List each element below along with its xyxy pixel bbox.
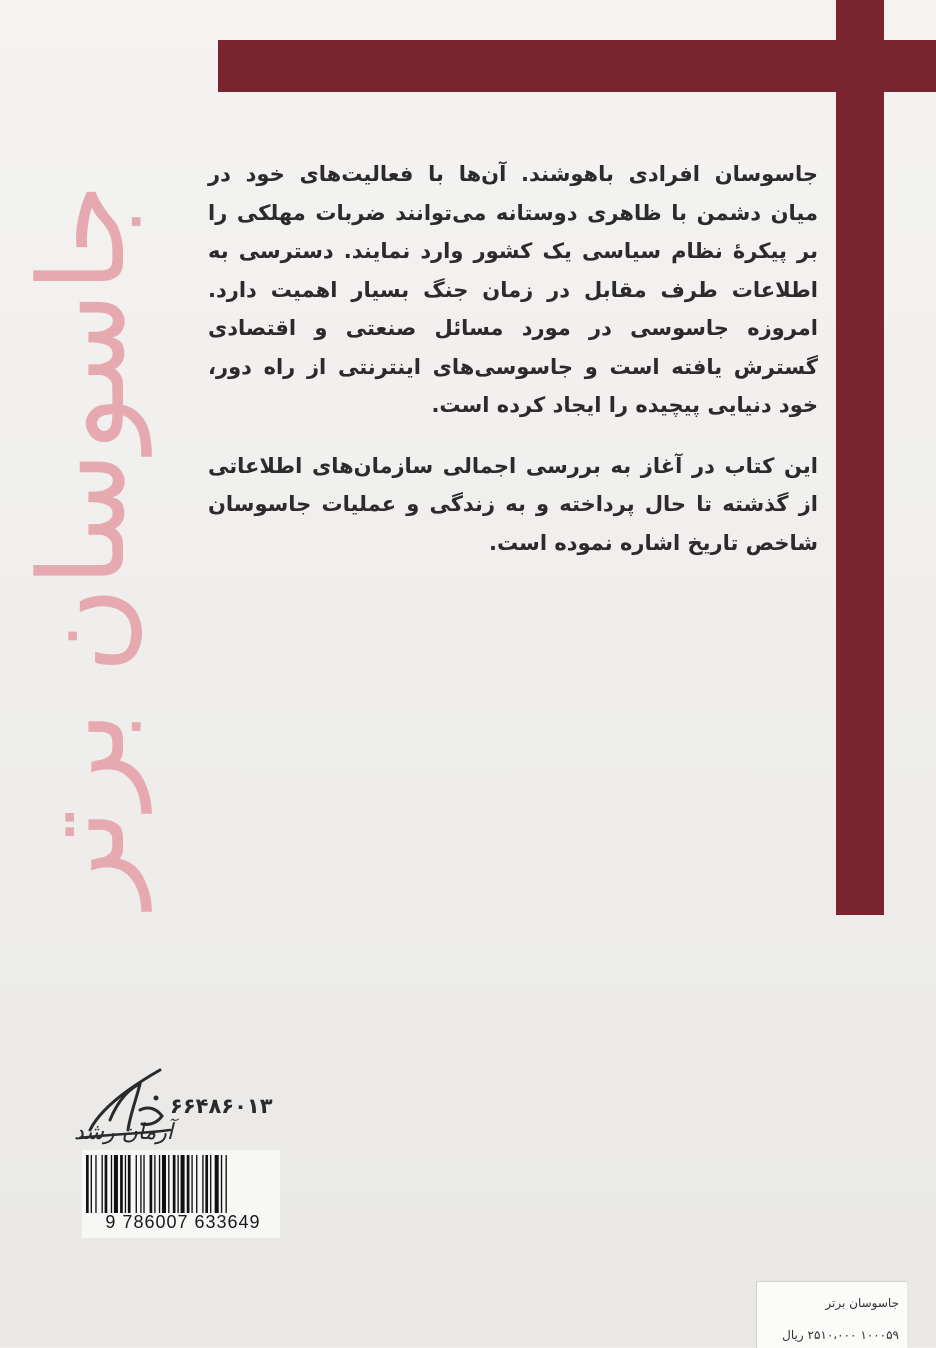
barcode-bar <box>86 1155 89 1213</box>
barcode-bar <box>173 1155 176 1213</box>
sticker-price: ۱۰۰۰۵۹ ۲۵۱۰،۰۰۰ ریال <box>782 1328 899 1342</box>
barcode-bar <box>205 1155 208 1213</box>
barcode-bar <box>150 1155 153 1213</box>
barcode-bar <box>196 1155 197 1213</box>
blurb-paragraph-2: این کتاب در آغاز به بررسی اجمالی سازمان‌های اطلاعاتی از گذشته تا حال پرداخته و به زندگی و عملیات جاسوسان شاخص تاریخ اشاره نموده است. <box>208 453 818 555</box>
barcode-bar <box>221 1155 222 1213</box>
vertical-book-title: جاسوسان برتر <box>13 183 151 907</box>
blurb-paragraph-1: جاسوسان افرادی باهوشند. آن‌ها با فعالیت‌های خود در میان دشمن با ظاهری دوستانه می‌توانند ضربات مهلکی را بر پیکرهٔ نظام سیاسی یک کشور وارد نمایند. دسترسی به اطلاعات طرف مقابل در زمان جنگ بسیار اهمیت دارد. امروزه جاسوسی در مورد مسائل صنعتی و اقتصادی گسترش یافته است و جاسوسی‌های اینترنتی از راه دور، خود دنیایی پیچیده را ایجاد کرده است. <box>208 162 818 417</box>
barcode-bar <box>125 1155 126 1213</box>
barcode-bar <box>95 1155 96 1213</box>
isbn-number: 9 786007 633649 <box>105 1212 261 1232</box>
barcode-bar <box>120 1155 123 1213</box>
barcode-bar <box>143 1155 144 1213</box>
barcode-bar <box>177 1155 178 1213</box>
sticker-title: جاسوسان برتر <box>825 1296 899 1310</box>
barcode-bar <box>154 1155 155 1213</box>
barcode-bar <box>114 1155 118 1213</box>
cross-horizontal-bar <box>218 40 936 92</box>
barcode-bar <box>226 1155 227 1213</box>
barcode-bar <box>105 1155 108 1213</box>
barcode-bar <box>215 1155 219 1213</box>
barcode-bar <box>191 1155 192 1213</box>
barcode-bar <box>187 1155 190 1213</box>
price-sticker <box>756 1281 907 1348</box>
barcode-bar <box>91 1155 92 1213</box>
barcode-bar <box>102 1155 103 1213</box>
barcode-bar <box>136 1155 137 1213</box>
barcode-bar <box>111 1155 112 1213</box>
back-cover-blurb <box>208 155 818 584</box>
barcode-bar <box>140 1155 141 1213</box>
barcode-bar <box>210 1155 211 1213</box>
barcode-bar <box>168 1155 169 1213</box>
barcode-bar <box>159 1155 160 1213</box>
barcode-bar <box>162 1155 166 1213</box>
barcode-bars <box>86 1155 276 1213</box>
barcode-bar <box>128 1155 131 1213</box>
barcode-bar <box>181 1155 185 1213</box>
publisher-name: آرمان رشد <box>74 1120 173 1145</box>
publisher-phone: ۶۶۴۸۶۰۱۳ <box>170 1094 273 1118</box>
cross-vertical-bar <box>836 0 884 915</box>
barcode-bar <box>202 1155 203 1213</box>
